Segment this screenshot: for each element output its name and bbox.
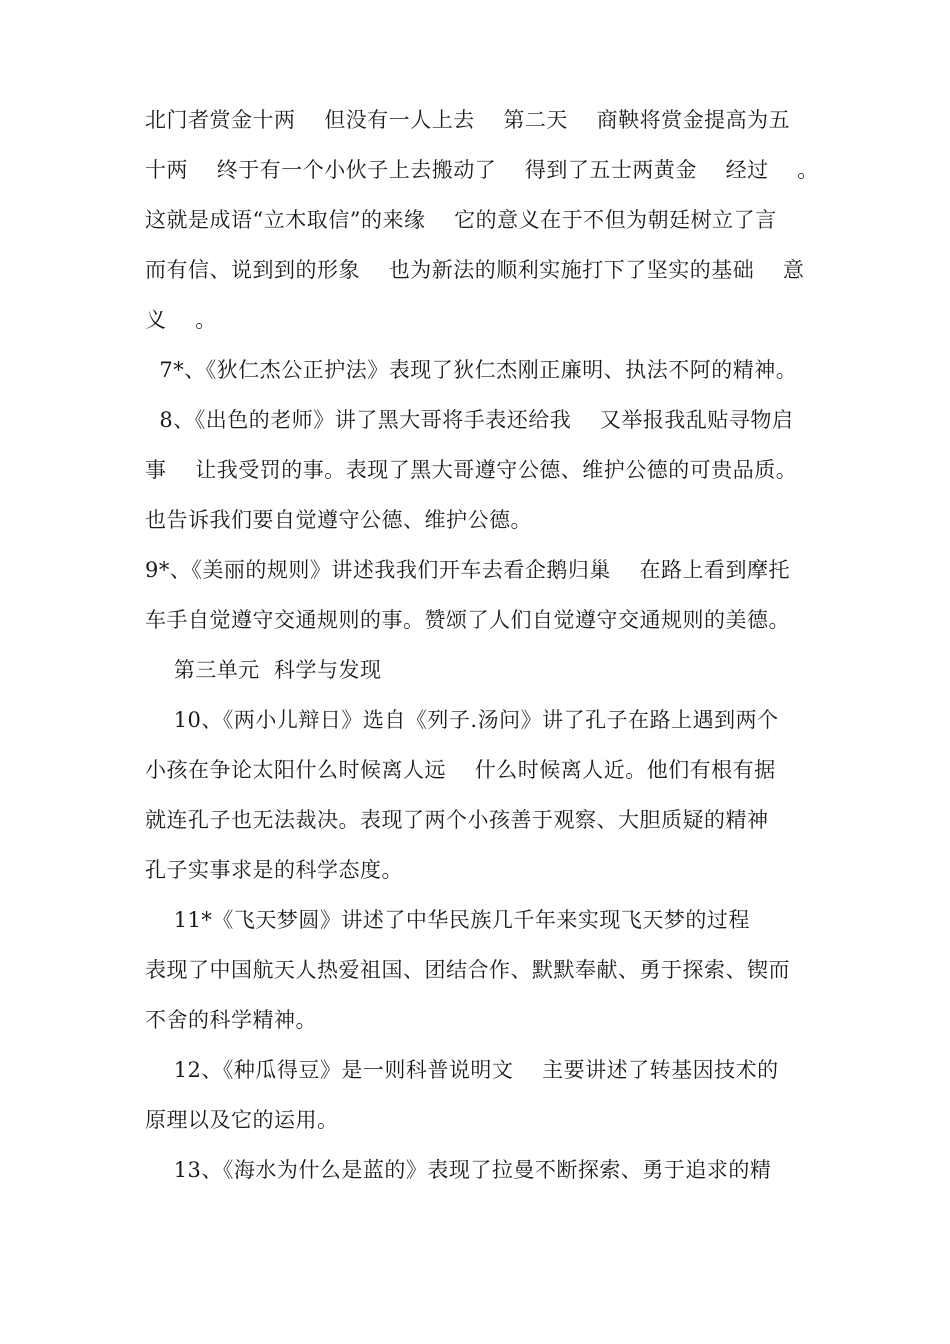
section-heading: 第三单元 科学与发现 <box>145 658 382 682</box>
text-line: 十两 终于有一个小伙子上去搬动了 得到了五士两黄金 经过 。 <box>145 158 819 182</box>
text-line: 北门者赏金十两 但没有一人上去 第二天 商鞅将赏金提高为五 <box>145 108 791 132</box>
text-line: 表现了中国航天人热爱祖国、团结合作、默默奉献、勇于探索、锲而 <box>145 958 790 982</box>
text-line: 义 。 <box>145 308 217 332</box>
text-line: 原理以及它的运用。 <box>145 1108 339 1132</box>
text-line: 小孩在争论太阳什么时候离人远 什么时候离人近。他们有根有据 <box>145 758 776 782</box>
text-line: 10、《两小儿辩日》选自《列子.汤问》讲了孔子在路上遇到两个 <box>145 708 779 732</box>
text-line: 就连孔子也无法裁决。表现了两个小孩善于观察、大胆质疑的精神 <box>145 808 769 832</box>
text-line: 12、《种瓜得豆》是一则科普说明文 主要讲述了转基因技术的 <box>145 1058 779 1082</box>
text-line: 车手自觉遵守交通规则的事。赞颂了人们自觉遵守交通规则的美德。 <box>145 608 790 632</box>
text-line: 孔子实事求是的科学态度。 <box>145 858 403 882</box>
text-line: 8、《出色的老师》讲了黑大哥将手表还给我 又举报我乱贴寻物启 <box>145 408 794 432</box>
text-line: 11*《飞天梦圆》讲述了中华民族几千年来实现飞天梦的过程 <box>145 908 750 932</box>
text-line: 7*、《狄仁杰公正护法》表现了狄仁杰刚正廉明、执法不阿的精神。 <box>145 358 798 382</box>
text-line: 也告诉我们要自觉遵守公德、维护公德。 <box>145 508 532 532</box>
text-line: 不舍的科学精神。 <box>145 1008 317 1032</box>
text-line: 9*、《美丽的规则》讲述我我们开车去看企鹅归巢 在路上看到摩托 <box>145 558 791 582</box>
text-line: 事 让我受罚的事。表现了黑大哥遵守公德、维护公德的可贵品质。 <box>145 458 798 482</box>
text-line: 而有信、说到到的形象 也为新法的顺利实施打下了坚实的基础 意 <box>145 258 805 282</box>
text-line: 13、《海水为什么是蓝的》表现了拉曼不断探索、勇于追求的精 <box>145 1158 772 1182</box>
text-line: 这就是成语“立木取信”的来缘 它的意义在于不但为朝廷树立了言 <box>145 208 777 232</box>
